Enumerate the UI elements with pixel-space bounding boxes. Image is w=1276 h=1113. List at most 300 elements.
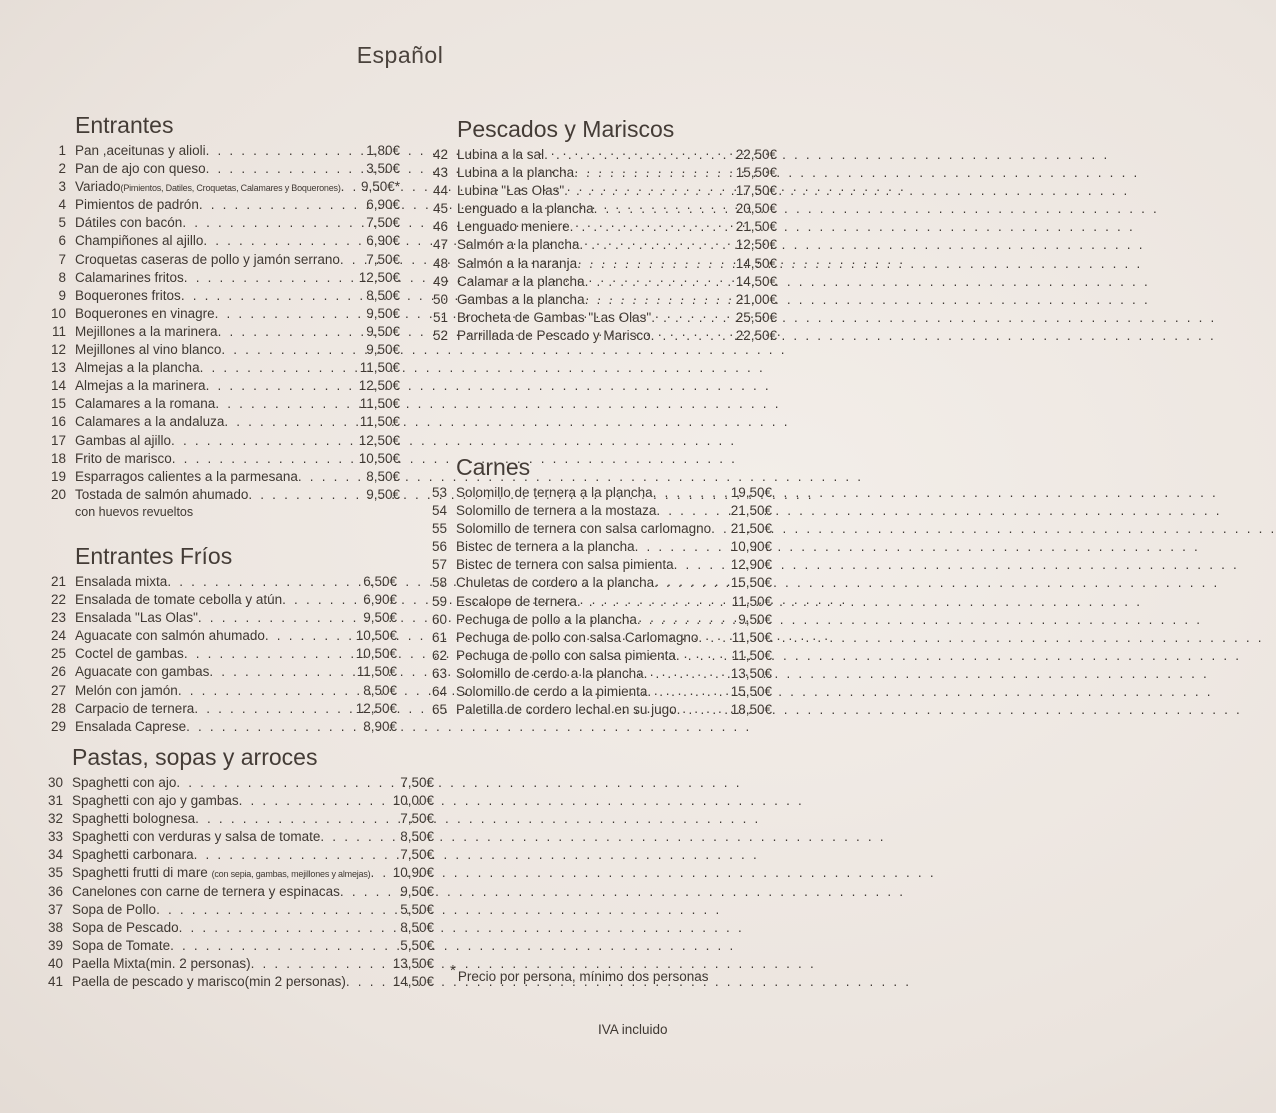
menu-item [47,810,434,828]
item-name [75,305,215,323]
item-number: 11 [51,323,66,339]
item-name [457,327,651,345]
dot-leader [215,305,365,323]
item-price: 8,50€ [366,468,400,484]
menu-item [50,645,397,663]
item-name-text: Spaghetti bolognesa [72,811,196,827]
menu-item [431,611,772,629]
menu-item [47,901,434,919]
item-name [75,359,200,377]
item-name-text: Sopa de Tomate [72,937,171,953]
item-name-text: Croquetas caseras de pollo y jamón serrano [75,251,340,267]
menu-item [431,574,772,592]
item-name [75,627,265,645]
dot-leader [265,627,354,645]
footnote-text: Precio por persona, mínimo dos personas [457,969,709,984]
item-name-text: Pechuga de pollo a la plancha [456,611,637,627]
item-price: 17,50€ [735,183,777,199]
menu-item [50,359,400,377]
item-number: 35 [47,865,63,881]
menu-item [50,700,397,718]
item-number: 64 [431,684,447,700]
item-number: 17 [50,432,66,448]
menu-item [431,647,772,665]
section-title: Entrantes Fríos [75,543,233,569]
item-number: 15 [50,396,66,412]
section-title: Carnes [456,454,531,480]
item-name [72,846,194,864]
item-name [75,178,341,197]
item-price: 11,50€ [359,414,400,430]
item-number: 41 [47,974,63,990]
item-name [72,919,179,937]
item-price: 14,50€ [735,255,777,271]
item-name [75,432,171,450]
item-name [75,663,209,681]
menu-item [432,291,777,309]
item-number: 57 [431,557,447,573]
item-name [72,810,195,828]
item-price: 6,90€ [366,233,400,249]
item-name [75,214,182,232]
item-name [75,450,172,468]
menu-item [51,323,400,341]
item-name-text: Spaghetti con ajo [72,775,177,790]
item-name-text: Pan ,aceitunas y alioli [75,143,206,158]
item-name-text: Solomillo de ternera a la plancha [456,485,653,500]
item-name-text: Lenguado a la plancha [457,201,594,217]
dot-leader [186,718,361,736]
dot-leader [653,484,729,502]
item-number: 37 [47,901,63,917]
menu-item [50,627,397,645]
menu-item [47,792,434,810]
item-name [75,341,221,359]
item-subtitle: con huevos revueltos [75,504,194,519]
item-price: 12,50€ [358,432,400,448]
menu-item [50,609,397,627]
item-number: 46 [432,219,448,235]
dot-leader [676,647,730,665]
item-price: 12,90€ [730,557,772,573]
item-name [456,683,647,701]
item-name-text: Almejas a la marinera [75,378,206,394]
menu-item [58,251,400,269]
item-price: 11,50€ [359,396,400,412]
item-number: 12 [50,342,66,358]
menu-item [50,377,400,395]
menu-item [58,196,400,214]
item-name-text: Spaghetti carbonara [72,847,194,863]
dot-leader [637,611,736,629]
item-list [50,573,397,736]
item-number: 54 [431,503,447,519]
item-number: 19 [50,468,66,484]
item-name-text: Solomillo de ternera a la mostaza [456,503,657,519]
item-price: 9,50€ [366,486,400,502]
dot-leader [178,682,361,700]
item-price: 7,50€ [400,775,434,790]
menu-item [47,846,434,864]
item-number: 26 [50,664,66,680]
item-price: 9,50€ [366,342,400,358]
menu-item [50,305,400,323]
menu-item [50,341,400,359]
item-name [456,593,577,611]
item-name [457,236,579,254]
menu-item [50,591,397,609]
dot-leader [574,164,734,182]
dot-leader [370,864,390,882]
item-name-text: Esparragos calientes a la parmesana [75,468,298,484]
item-name [75,251,340,269]
dot-leader [251,955,391,973]
item-name [72,937,170,955]
item-number: 31 [47,793,63,809]
item-name [75,468,298,486]
item-price: 9,50€ [400,883,434,899]
menu-item [432,309,777,327]
dot-leader [184,645,354,663]
item-price: 1,80€ [366,143,400,158]
item-name [75,196,199,214]
item-name-text: Paella Mixta(min. 2 personas) [72,955,251,971]
section-entrantes-frios [50,541,397,736]
menu-item [50,486,400,504]
item-number: 18 [50,450,66,466]
item-number: 1 [58,143,66,158]
item-number: 45 [432,201,448,217]
item-name-text: Gambas al ajillo [75,432,172,448]
item-price: 12,50€ [735,237,777,253]
item-price: 10,50€ [355,646,397,662]
item-name [75,573,167,591]
item-price: 9,50€* [360,179,400,195]
dot-leader [346,973,391,991]
item-number: 30 [47,775,63,790]
item-name-text: Bistec de ternera con salsa pimienta [456,557,674,573]
item-name-text: Canelones con carne de ternera y espinacas [72,883,340,899]
item-name-text: Pechuga de pollo con salsa Carlomagno [456,629,699,645]
dot-leader [224,413,357,431]
item-price: 15,50€ [735,165,777,181]
menu-item [47,774,434,792]
menu-item [431,665,772,683]
item-price: 10,90€ [392,865,434,881]
dot-leader [194,846,399,864]
dot-leader [635,538,729,556]
item-price: 22,50€ [735,327,777,343]
menu-item [431,683,772,701]
dot-leader [647,683,728,701]
item-name-text: Carpacio de ternera [75,700,195,716]
item-number: 32 [47,811,63,827]
item-name-text: Coctel de gambas [75,646,184,662]
item-name [72,792,239,810]
dot-leader [179,919,399,937]
item-name-text: Calamares a la romana [75,396,216,412]
dot-leader [200,359,358,377]
item-price: 8,50€ [400,919,434,935]
item-price: 18,50€ [730,702,772,718]
dot-leader [167,573,361,591]
item-price: 6,90€ [366,197,400,213]
item-name [457,291,585,309]
item-price: 11,50€ [356,664,397,680]
item-name [75,486,248,504]
item-name-text: Ensalada "Las Olas" [75,610,198,626]
item-number: 14 [50,378,66,394]
item-number: 6 [58,233,66,249]
item-number: 59 [431,593,447,609]
dot-leader [674,556,729,574]
item-price: 12,50€ [358,378,400,394]
menu-item [47,937,434,955]
item-number: 62 [431,647,447,663]
item-price: 11,50€ [731,593,772,609]
menu-item [432,146,777,164]
item-number: 2 [58,161,66,177]
dot-leader [206,377,357,395]
dot-leader [181,287,364,305]
item-name-text: Champiñones al ajillo [75,233,204,249]
item-name-text: Paletilla de cordero lechal en su jugo [456,702,677,718]
item-name [72,774,176,792]
section-title: Entrantes [75,112,174,138]
dot-leader [711,520,729,538]
item-number: 65 [431,702,447,718]
dot-leader [184,269,357,287]
item-number: 60 [431,611,447,627]
item-price: 3,50€ [366,161,400,177]
item-name [72,955,251,973]
section-pescados [432,114,777,345]
item-price: 14,50€ [735,273,777,289]
item-price: 7,50€ [366,251,400,267]
item-name [457,218,570,236]
item-name-detail: (Pimientos, Datiles, Croquetas, Calamares y Boquerones) [120,183,341,194]
item-name-text: Boquerones fritos [75,287,181,303]
section-carnes [431,452,772,719]
item-number: 28 [50,700,66,716]
dot-leader [172,450,357,468]
dot-leader [651,327,734,345]
item-price: 6,50€ [363,574,397,589]
dot-leader [170,937,398,955]
menu-item [58,214,400,232]
item-price: 15,50€ [730,684,772,700]
dot-leader [564,182,734,200]
dot-leader [239,792,391,810]
dot-leader [248,486,364,504]
item-list [50,142,400,521]
item-number: 13 [50,360,66,376]
item-name [456,611,637,629]
item-name-text: Calamarines fritos [75,269,184,285]
menu-item [50,413,400,431]
item-number: 10 [50,305,66,321]
item-name [457,255,577,273]
item-number: 42 [432,147,448,162]
item-price: 8,50€ [366,287,400,303]
dot-leader [176,774,398,792]
dot-leader [156,901,398,919]
menu-item [431,701,772,719]
item-name [72,973,346,991]
menu-item [58,269,400,287]
item-number: 23 [50,610,66,626]
dot-leader [341,178,359,196]
item-price: 21,00€ [735,291,777,307]
item-name-text: Brocheta de Gambas "Las Olas" [457,309,652,325]
menu-item [47,864,434,882]
item-price: 12,50€ [358,269,400,285]
item-name-text: Aguacate con gambas [75,664,210,680]
item-number: 40 [47,955,63,971]
item-price: 8,50€ [363,682,397,698]
menu-item [432,273,777,291]
item-name-text: Solomillo de cerdo a la pimienta [456,684,648,700]
item-name [75,160,206,178]
item-name-text: Salmón a la naranja [457,255,578,271]
item-price: 9,50€ [738,611,772,627]
item-name-text: Escalope de ternera [456,593,577,609]
item-name [456,647,676,665]
item-name-text: Sopa de Pescado [72,919,179,935]
item-name [75,232,203,250]
dot-leader [651,309,734,327]
item-name [456,556,674,574]
menu-item [431,502,772,520]
item-name [75,287,181,305]
menu-item [431,484,772,502]
dot-leader [209,663,354,681]
menu-item [50,450,400,468]
item-price: 7,50€ [400,847,434,863]
menu-item [432,327,777,345]
item-name [75,269,184,287]
dot-leader [579,236,733,254]
item-price: 21,50€ [735,219,777,235]
item-name [75,682,178,700]
dot-leader [594,200,734,218]
dot-leader [656,502,728,520]
item-name [456,520,711,538]
item-name-text: Lubina "Las Olas" [457,183,565,199]
menu-item [432,164,777,182]
item-name-text: Almejas a la plancha [75,360,200,376]
item-number: 39 [47,937,63,953]
dot-leader [644,665,729,683]
item-price: 11,50€ [731,647,772,663]
item-name-text: Paella de pescado y marisco(min 2 personas) [72,974,346,990]
section-pastas [47,742,434,991]
footnote [450,962,709,985]
item-price: 19,50€ [730,485,772,500]
menu-item [58,142,400,160]
item-name-text: Solomillo de cerdo a la plancha [456,665,644,681]
item-number: 50 [432,291,448,307]
item-name-text: Variado [75,179,121,195]
item-name [75,700,194,718]
dot-leader [215,395,357,413]
menu-item [432,218,777,236]
item-name [457,164,574,182]
item-name-text: Calamares a la andaluza [75,414,225,430]
item-price: 8,50€ [400,829,434,845]
dot-leader [298,468,364,486]
item-number: 55 [431,521,447,537]
item-name [75,323,218,341]
menu-item [50,468,400,486]
menu-item [431,593,772,611]
item-name [72,828,320,846]
menu-item [47,828,434,846]
item-name-detail: (con sepia, gambas, mejillones y almejas) [211,869,371,880]
dot-leader [698,629,729,647]
item-name [75,609,198,627]
item-number: 27 [50,682,66,698]
item-number: 49 [432,273,448,289]
item-price: 22,50€ [735,147,777,162]
item-name [457,200,594,218]
menu-item [431,629,772,647]
item-name-text: Spaghetti con verduras y salsa de tomate [72,829,321,845]
menu-item [431,556,772,574]
menu-item [432,200,777,218]
footnote-star: * [450,962,456,979]
item-name-text: Pimientos de padrón [75,197,199,213]
item-price: 10,50€ [358,450,400,466]
item-number: 16 [50,414,66,430]
item-price: 20,50€ [735,201,777,217]
menu-item [50,718,397,736]
item-name-text: Ensalada de tomate cebolla y atún [75,592,283,608]
dot-leader [585,273,734,291]
section-title: Pastas, sopas y arroces [72,744,318,770]
menu-item [50,395,400,413]
item-price: 9,50€ [366,323,400,339]
dot-leader [340,251,364,269]
item-name [75,645,184,663]
menu-item [50,682,397,700]
item-name [75,395,215,413]
dot-leader [182,214,364,232]
item-number: 7 [58,251,66,267]
dot-leader [206,142,365,160]
item-name [456,665,644,683]
item-name-text: Frito de marisco [75,450,172,466]
menu-item [47,919,434,937]
menu-item [432,236,777,254]
item-price: 5,50€ [400,901,434,917]
item-name-text: Dátiles con bacón [75,215,183,231]
menu-item [432,255,777,273]
menu-item [431,520,772,538]
item-name-text: Ensalada Caprese [75,718,187,734]
dot-leader [282,591,361,609]
dot-leader [570,218,734,236]
item-price: 8,90€ [363,718,397,734]
item-name-text: Chuletas de cordero a la plancha [456,575,655,591]
item-number: 21 [50,574,66,589]
item-price: 21,50€ [730,521,772,537]
item-price: 25,50€ [735,309,777,325]
item-name [456,574,654,592]
dot-leader [206,160,365,178]
item-name-text: Solomillo de ternera con salsa carlomagno [456,521,712,537]
item-name [75,413,224,431]
